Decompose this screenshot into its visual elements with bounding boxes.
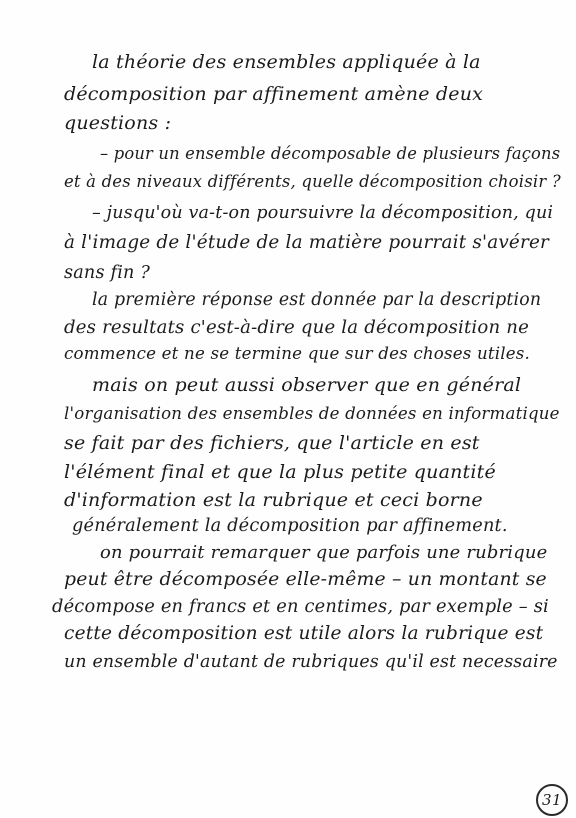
text-line-14: se fait par des fichiers, que l'article en est (64, 432, 480, 454)
text-line-2: décomposition par affinement amène deux (64, 83, 484, 105)
text-line-1: la théorie des ensembles appliquée à la (92, 51, 481, 73)
text-line-10: des resultats c'est-à-dire que la décomposition ne (64, 317, 530, 338)
text-line-3: questions : (64, 112, 172, 134)
text-line-12: mais on peut aussi observer que en général (92, 374, 522, 396)
text-line-11: commence et ne se termine que sur des choses utiles. (64, 344, 531, 363)
text-line-8: sans fin ? (64, 263, 151, 283)
text-line-22: un ensemble d'autant de rubriques qu'il est necessaire (64, 652, 558, 672)
text-line-18: on pourrait remarquer que parfois une rubrique (100, 542, 548, 563)
page-number-circle (536, 784, 568, 816)
text-line-20: décompose en francs et en centimes, par exemple – si (52, 596, 549, 617)
text-line-9: la première réponse est donnée par la description (92, 290, 542, 310)
text-line-17: généralement la décomposition par affinement. (72, 516, 508, 536)
page-number: 31 (541, 791, 563, 809)
text-line-6: – jusqu'où va-t-on poursuivre la décomposition, qui (92, 203, 554, 223)
text-line-5: et à des niveaux différents, quelle décomposition choisir ? (64, 172, 561, 191)
text-line-4: – pour un ensemble décomposable de plusieurs façons (100, 144, 561, 163)
text-line-13: l'organisation des ensembles de données en informatique (64, 404, 560, 423)
text-line-15: l'élément final et que la plus petite quantité (64, 461, 496, 483)
text-line-7: à l'image de l'étude de la matière pourrait s'avérer (64, 232, 550, 253)
text-line-16: d'information est la rubrique et ceci borne (64, 489, 483, 511)
text-line-21: cette décomposition est utile alors la rubrique est (64, 623, 544, 644)
text-line-19: peut être décomposée elle-même – un montant se (64, 569, 547, 590)
